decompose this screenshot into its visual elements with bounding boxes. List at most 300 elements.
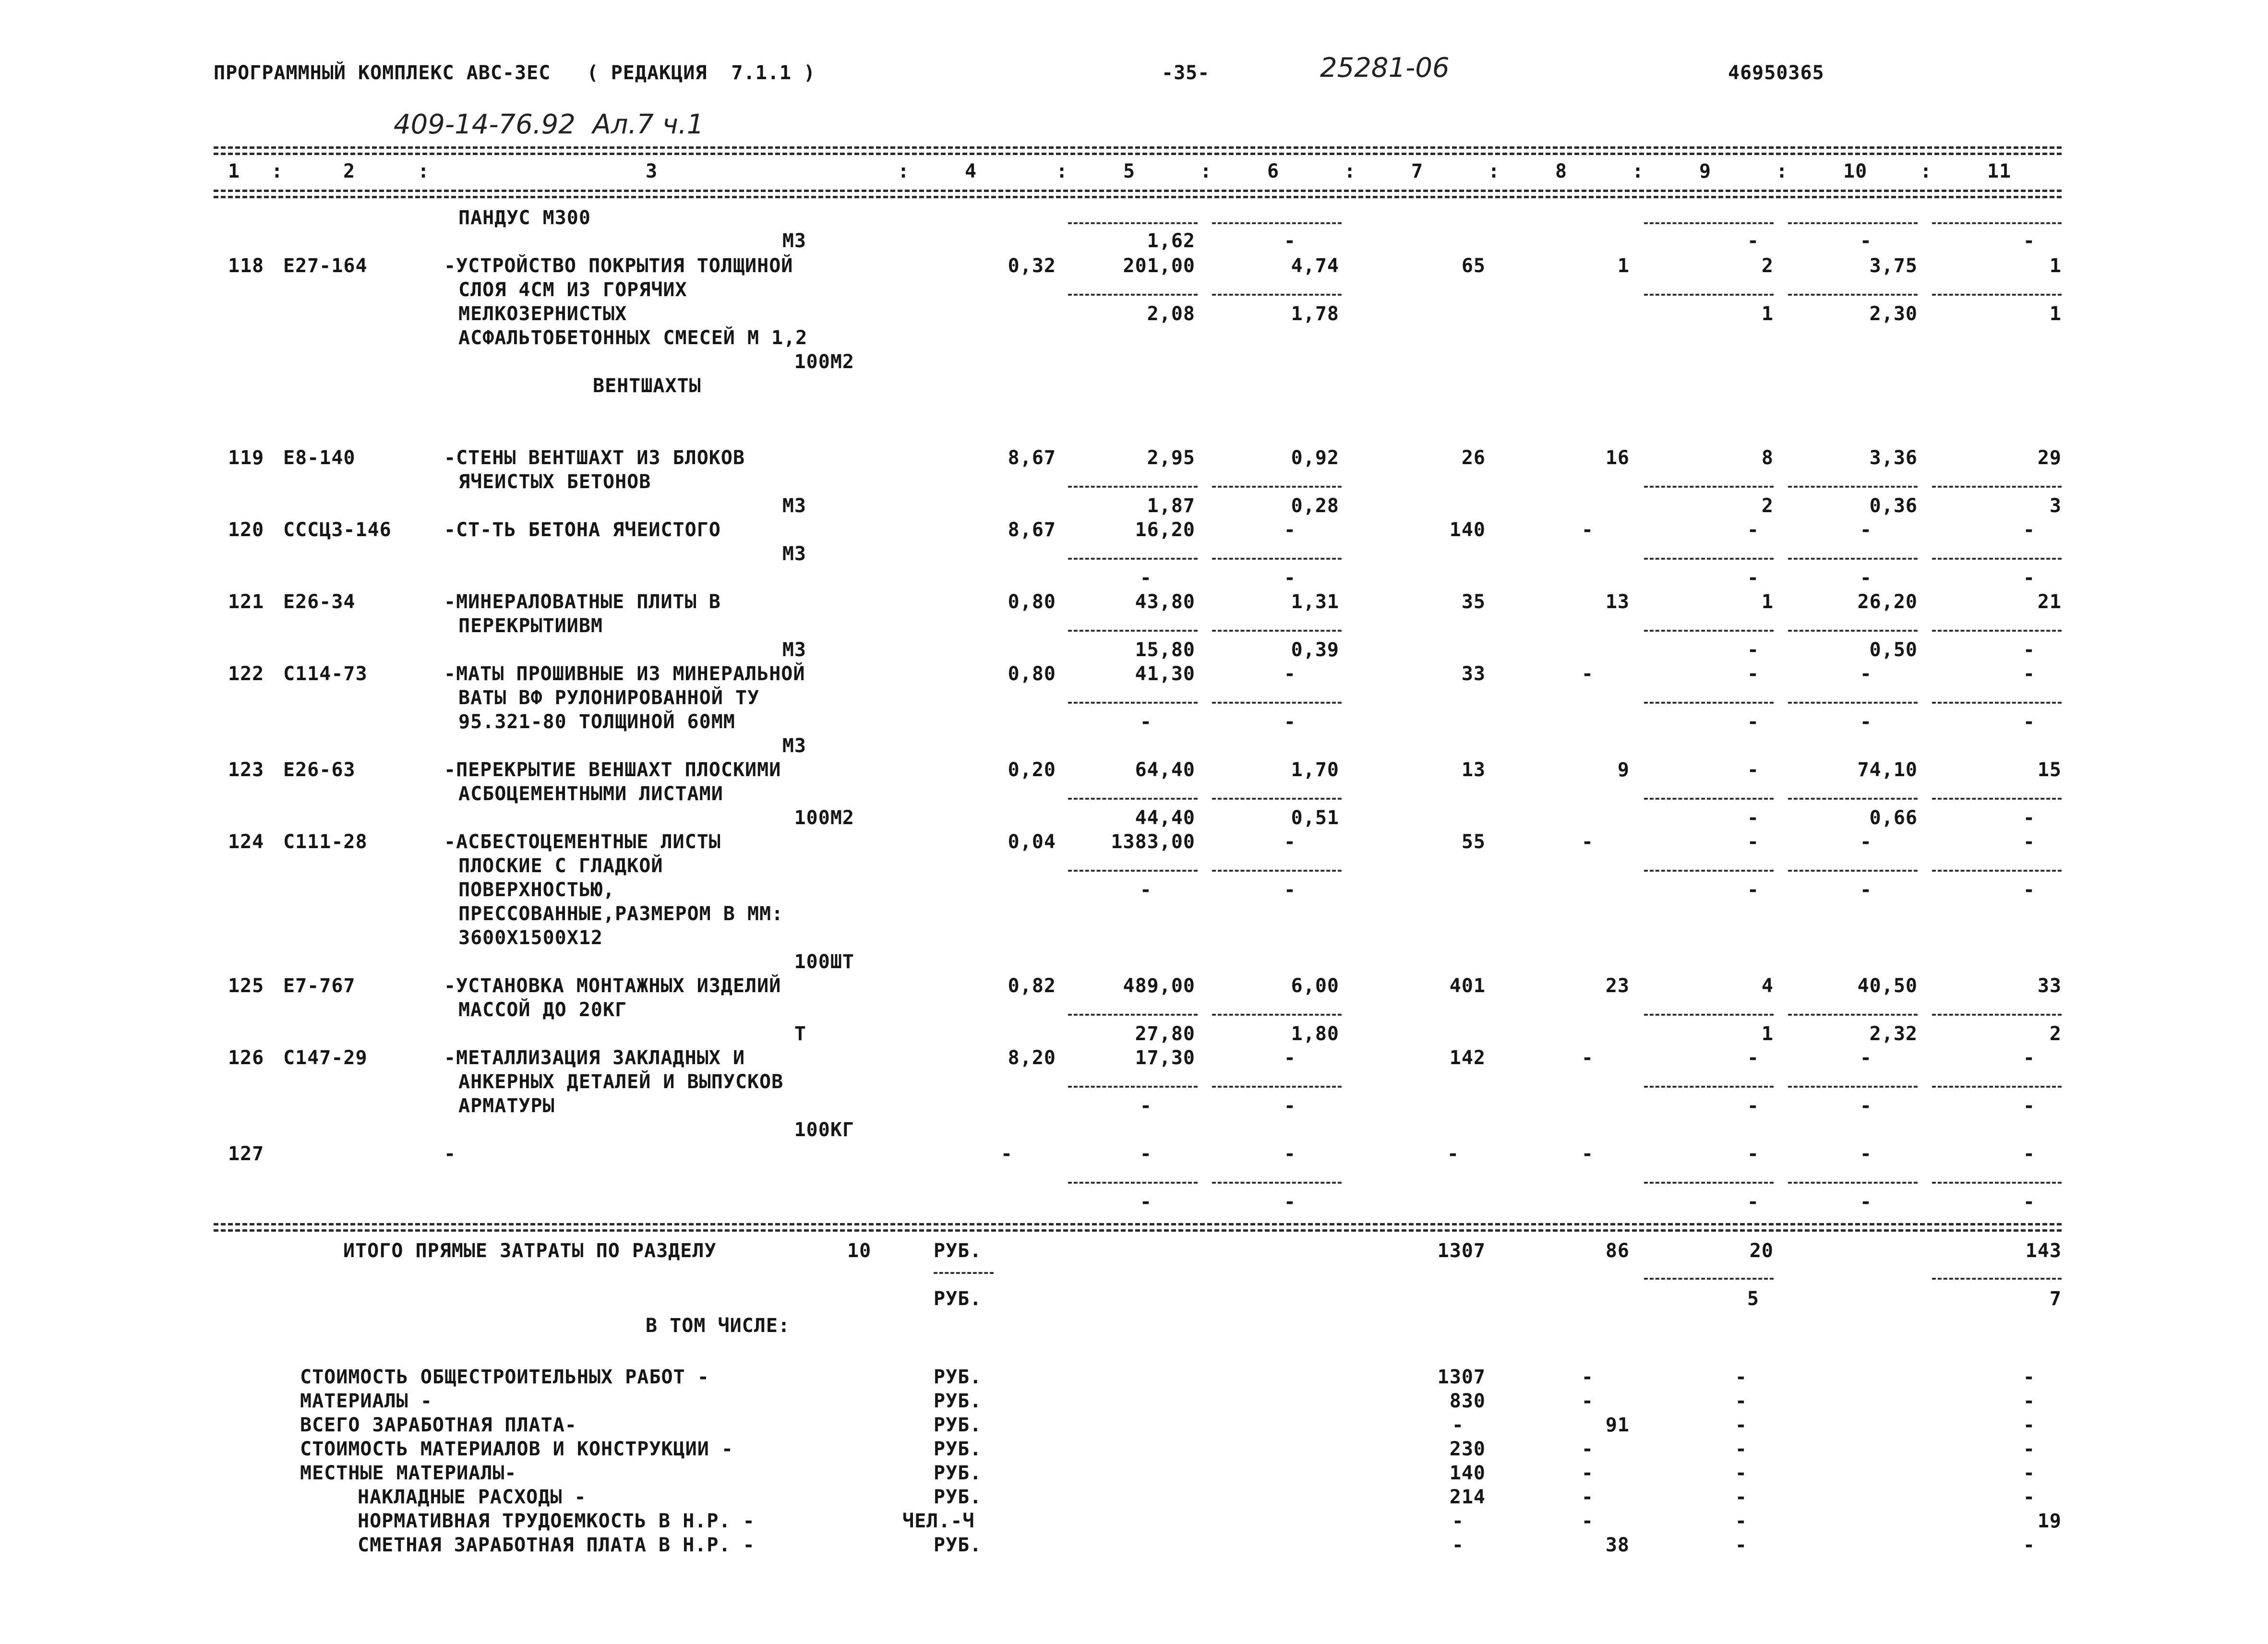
row-code: СССЦ3-146 [283,519,392,541]
cell-c7: - [1447,1143,1459,1165]
cell-c11b: - [2023,807,2035,829]
summary-unit: РУБ. [934,1462,982,1484]
col-header-11: 11 [1987,160,2012,182]
summary-unit: РУБ. [934,1534,982,1556]
summary-c11: - [2023,1390,2035,1412]
row-number: 122 [228,663,264,685]
col-sep: : [1776,160,1788,182]
cell-c8: - [1581,831,1594,853]
col-header-8: 8 [1555,160,1568,182]
row-unit: М3 [782,735,806,757]
row-divider [1068,1182,1198,1184]
summary-unit: РУБ. [934,1366,982,1388]
summary-c7: - [1452,1510,1464,1532]
unit-underline [934,1272,994,1274]
cell-c5b: - [1140,1095,1152,1117]
row-divider [1788,1182,1918,1184]
cell-c7: 401 [1449,975,1486,997]
row-divider [1644,630,1774,632]
row-code: С114-73 [283,663,368,685]
row-number: 123 [228,759,264,781]
cell-c6: - [1284,1047,1296,1069]
row-divider [1068,294,1198,296]
cell-c9: 8 [1761,447,1774,469]
cell-c4: 0,04 [1008,831,1056,853]
cell-c5: - [1140,1143,1152,1165]
row-divider [1788,798,1918,800]
row-unit: 100КГ [794,1119,854,1141]
cell-c8: - [1581,663,1594,685]
row-number: 118 [228,255,264,277]
row-description: ПОВЕРХНОСТЬЮ, [458,879,615,901]
cell-c7: 26 [1461,447,1486,469]
cell-c11: 15 [2037,759,2062,781]
summary-c11: - [2023,1438,2035,1460]
cell-c5: 41,30 [1135,663,1195,685]
row-code: С147-29 [283,1047,368,1069]
row-divider [1068,630,1198,632]
cell-c6: 4,74 [1291,255,1339,277]
summary-c11: - [2023,1534,2035,1556]
row-description: -УСТАНОВКА МОНТАЖНЫХ ИЗДЕЛИЙ [444,975,781,997]
header-bottom-rule [214,190,2062,192]
summary-c11: - [2023,1366,2035,1388]
cell-c11: 1 [2049,255,2062,277]
cell-c10b: 0,66 [1869,807,1918,829]
cell-c5: 1383,00 [1111,831,1195,853]
row-divider [1212,630,1342,632]
row-description: 95.321-80 ТОЛЩИНОЙ 60ММ [458,711,735,733]
cell-c10b: - [1860,711,1872,733]
totals-section-number: 10 [847,1240,872,1262]
row-divider [1212,1014,1342,1016]
row-number: 120 [228,519,264,541]
row-description: МАССОЙ ДО 20КГ [458,999,627,1021]
summary-label: НАКЛАДНЫЕ РАСХОДЫ - [358,1486,587,1508]
cell-c11: - [2023,519,2035,541]
row-code: Е26-34 [283,591,356,613]
col-sep: : [1200,160,1212,182]
cell-c10: - [1860,663,1872,685]
totals-unit-2: РУБ. [934,1288,982,1310]
cell-c11: 29 [2037,447,2062,469]
summary-unit: РУБ. [934,1414,982,1436]
header-bottom-rule-2 [214,196,2062,198]
cell-c9: - [1747,831,1759,853]
summary-unit: РУБ. [934,1486,982,1508]
cell-c11b: - [2023,1095,2035,1117]
cell-c11: 33 [2037,975,2062,997]
row-code: С111-28 [283,831,368,853]
col-sep: : [898,160,910,182]
summary-c8: 38 [1605,1534,1630,1556]
cell-c7: 142 [1449,1047,1486,1069]
top-rule-2 [214,153,2062,155]
totals-rule-2 [214,1229,2062,1232]
cell-c10b: 2,30 [1869,303,1918,325]
row-divider [1788,486,1918,488]
row-divider [1644,1014,1774,1016]
row-description: ЯЧЕИСТЫХ БЕТОНОВ [458,471,651,493]
row-divider [1932,702,2062,704]
cell-c4: 8,67 [1008,519,1056,541]
row-divider [1212,558,1342,560]
row-divider [1932,222,2062,224]
row-divider [1932,630,2062,632]
row-code: Е7-767 [283,975,356,997]
row-number: 119 [228,447,264,469]
totals-unit: РУБ. [934,1240,982,1262]
cell-c9b: - [1747,1191,1759,1213]
col-sep: : [271,160,284,182]
row-divider [1788,1014,1918,1016]
totals-rule [214,1223,2062,1225]
cell-c10b: - [1860,879,1872,901]
col-header-5: 5 [1123,160,1136,182]
cell-c5: 43,80 [1135,591,1195,613]
cell-c5b: 44,40 [1135,807,1195,829]
cell-c9: 4 [1761,975,1774,997]
summary-c11: - [2023,1414,2035,1436]
cell-c9b: - [1747,711,1759,733]
row-divider [1212,1086,1342,1088]
summary-c9: - [1735,1510,1747,1532]
cell-c10b: 0,36 [1869,495,1918,517]
cell-c6: - [1284,1143,1296,1165]
row-unit: 100ШТ [794,951,854,973]
row-divider [1068,222,1198,224]
cell-c6b: 0,51 [1291,807,1339,829]
cell-c10: - [1860,1143,1872,1165]
row-unit: М3 [782,639,806,661]
summary-c8: - [1581,1438,1594,1460]
summary-c7: 214 [1449,1486,1486,1508]
cell-c10b: 0,50 [1869,639,1918,661]
cell-c4: 8,20 [1008,1047,1056,1069]
cell-c10b: - [1860,567,1872,589]
cell-c9b: - [1747,879,1759,901]
cell-c11b: - [2023,567,2035,589]
summary-c9: - [1735,1366,1747,1388]
col-header-2: 2 [343,160,356,182]
row-description: 3600Х1500Х12 [458,927,603,949]
cell-c4: 0,80 [1008,591,1056,613]
summary-c7: - [1452,1414,1464,1436]
cell-c6b: 0,28 [1291,495,1339,517]
row-unit: М3 [782,543,806,565]
row-divider [1644,702,1774,704]
cell-c10: 40,50 [1857,975,1918,997]
cell-c6: 0,92 [1291,447,1339,469]
row-unit: 100М2 [794,807,854,829]
row-description: ПРЕССОВАННЫЕ,РАЗМЕРОМ В ММ: [458,903,784,925]
row-unit: М3 [782,230,806,252]
row-description: -МИНЕРАЛОВАТНЫЕ ПЛИТЫ В [444,591,721,613]
col-header-3: 3 [646,160,658,182]
cell-c5: 201,00 [1123,255,1195,277]
cell-c10b: - [1860,230,1872,252]
summary-c9: - [1735,1534,1747,1556]
cell-c11b: 3 [2049,495,2062,517]
cell-c10: - [1860,519,1872,541]
cell-c5: 64,40 [1135,759,1195,781]
row-divider [1932,486,2062,488]
program-title: ПРОГРАММНЫЙ КОМПЛЕКС АВС-3ЕС ( РЕДАКЦИЯ 7.1.1 ) [214,62,816,84]
cell-c6b: - [1284,1191,1296,1213]
row-description: - [444,1143,456,1165]
cell-c11: - [2023,1047,2035,1069]
summary-label: НОРМАТИВНАЯ ТРУДОЕМКОСТЬ В Н.Р. - [358,1510,755,1532]
row-divider [1644,870,1774,872]
cell-c9b: - [1747,639,1759,661]
cell-c10: 3,36 [1869,447,1918,469]
cell-c5: 489,00 [1123,975,1195,997]
cell-c6: - [1284,519,1296,541]
summary-unit: ЧЕЛ.-Ч [902,1510,975,1532]
cell-c10: - [1860,1047,1872,1069]
summary-c11: - [2023,1462,2035,1484]
row-divider [1212,294,1342,296]
col-header-1: 1 [228,160,240,182]
cell-c10: 74,10 [1857,759,1918,781]
col-sep: : [1344,160,1356,182]
row-description: -УСТРОЙСТВО ПОКРЫТИЯ ТОЛЩИНОЙ [444,255,793,277]
cell-c8: 1 [1617,255,1630,277]
cell-c9b: - [1747,807,1759,829]
row-divider [1068,1086,1198,1088]
summary-c7: 830 [1449,1390,1486,1412]
totals-c7: 1307 [1437,1240,1486,1262]
cell-c7: 33 [1461,663,1486,685]
row-divider [1068,558,1198,560]
row-divider [1644,558,1774,560]
cell-c9: - [1747,1047,1759,1069]
summary-c8: - [1581,1510,1594,1532]
row-divider [1788,702,1918,704]
row-divider [1212,1182,1342,1184]
row-description: АСБОЦЕМЕНТНЫМИ ЛИСТАМИ [458,783,723,805]
row-description: -СТ-ТЬ БЕТОНА ЯЧЕИСТОГО [444,519,721,541]
totals-label: ИТОГО ПРЯМЫЕ ЗАТРАТЫ ПО РАЗДЕЛУ [343,1240,717,1262]
cell-c4: - [1000,1143,1013,1165]
totals-c9b: 5 [1747,1288,1759,1310]
cell-c8: - [1581,519,1594,541]
row-description: -МЕТАЛЛИЗАЦИЯ ЗАКЛАДНЫХ И [444,1047,745,1069]
cell-c9: - [1747,663,1759,685]
cell-c6b: - [1284,230,1296,252]
col-header-9: 9 [1699,160,1712,182]
summary-c7: 230 [1449,1438,1486,1460]
cell-c6: - [1284,831,1296,853]
row-divider [1932,1278,2062,1280]
cell-c4: 0,20 [1008,759,1056,781]
row-divider [1212,486,1342,488]
col-header-10: 10 [1843,160,1868,182]
cell-c6b: 1,78 [1291,303,1339,325]
cell-c11b: - [2023,230,2035,252]
row-description: СЛОЯ 4СМ ИЗ ГОРЯЧИХ [458,279,687,301]
summary-label: СТОИМОСТЬ МАТЕРИАЛОВ И КОНСТРУКЦИИ - [300,1438,733,1460]
row-divider [1212,870,1342,872]
cell-c6b: - [1284,567,1296,589]
cell-c7: 140 [1449,519,1486,541]
cell-c8: - [1581,1143,1594,1165]
cell-c8: 9 [1617,759,1630,781]
row-divider [1932,1014,2062,1016]
row-description: ПЕРЕКРЫТИИВМ [458,615,603,637]
section-heading: ВЕНТШАХТЫ [593,375,701,397]
row-number: 126 [228,1047,264,1069]
row-divider [1068,870,1198,872]
row-number: 121 [228,591,264,613]
row-divider [1932,870,2062,872]
row-divider [1932,294,2062,296]
row-divider [1644,798,1774,800]
cell-c10b: - [1860,1095,1872,1117]
cell-c9b: 1 [1761,303,1774,325]
summary-unit: РУБ. [934,1438,982,1460]
cell-c11b: 1 [2049,303,2062,325]
cell-c11: - [2023,1143,2035,1165]
col-header-6: 6 [1267,160,1280,182]
cell-c5: 17,30 [1135,1047,1195,1069]
row-divider [1644,1278,1774,1280]
cell-c6b: 1,80 [1291,1023,1339,1045]
cell-c9: 1 [1761,591,1774,613]
cell-c5: 16,20 [1135,519,1195,541]
cell-c11: 21 [2037,591,2062,613]
cell-c5b: 2,08 [1147,303,1195,325]
row-divider [1068,702,1198,704]
col-sep: : [1632,160,1644,182]
cell-c11b: 2 [2049,1023,2062,1045]
cell-c10: - [1860,831,1872,853]
cell-c6: - [1284,663,1296,685]
including-label: В ТОМ ЧИСЛЕ: [646,1315,790,1337]
cell-c6b: - [1284,711,1296,733]
cell-c4: 0,82 [1008,975,1056,997]
summary-label: МЕСТНЫЕ МАТЕРИАЛЫ- [300,1462,517,1484]
cell-c5b: 27,80 [1135,1023,1195,1045]
row-divider [1068,798,1198,800]
cell-c5b: 1,62 [1147,230,1195,252]
cell-c8: 13 [1605,591,1630,613]
col-header-4: 4 [965,160,977,182]
cell-c11b: - [2023,879,2035,901]
cell-c9b: 2 [1761,495,1774,517]
cell-c4: 0,32 [1008,255,1056,277]
cell-c5b: 1,87 [1147,495,1195,517]
row-unit: 100М2 [794,351,854,373]
row-description: -СТЕНЫ ВЕНТШАХТ ИЗ БЛОКОВ [444,447,745,469]
row-description: ВАТЫ ВФ РУЛОНИРОВАННОЙ ТУ [458,687,760,709]
row-description: АСФАЛЬТОБЕТОННЫХ СМЕСЕЙ М 1,2 [458,327,808,349]
row-number: 124 [228,831,264,853]
summary-unit: РУБ. [934,1390,982,1412]
summary-c9: - [1735,1390,1747,1412]
summary-c7: 1307 [1437,1366,1486,1388]
cell-c4: 8,67 [1008,447,1056,469]
cell-c11: - [2023,831,2035,853]
row-divider [1932,798,2062,800]
cell-c6b: - [1284,1095,1296,1117]
row-code: Е26-63 [283,759,356,781]
row-divider [1212,798,1342,800]
summary-label: СМЕТНАЯ ЗАРАБОТНАЯ ПЛАТА В Н.Р. - [358,1534,755,1556]
row-unit: М3 [782,495,806,517]
col-sep: : [1920,160,1932,182]
cell-c7: 13 [1461,759,1486,781]
row-divider [1932,558,2062,560]
cell-c11: - [2023,663,2035,685]
summary-c7: 140 [1449,1462,1486,1484]
cell-c5b: - [1140,567,1152,589]
cell-c6: 1,70 [1291,759,1339,781]
cell-c5b: 15,80 [1135,639,1195,661]
cell-c9: - [1747,519,1759,541]
handwritten-reference: 409-14-76.92 Ал.7 ч.1 [394,109,704,140]
cell-c11b: - [2023,1191,2035,1213]
cell-c8: - [1581,1047,1594,1069]
top-rule [214,146,2062,149]
summary-c9: - [1735,1438,1747,1460]
document-code: 46950365 [1728,62,1824,84]
summary-label: ВСЕГО ЗАРАБОТНАЯ ПЛАТА- [300,1414,577,1436]
cell-c9b: - [1747,567,1759,589]
cell-c11b: - [2023,639,2035,661]
cell-c5b: - [1140,1191,1152,1213]
summary-c9: - [1735,1462,1747,1484]
summary-c11: - [2023,1486,2035,1508]
row-description: МЕЛКОЗЕРНИСТЫХ [458,303,627,325]
summary-c8: - [1581,1390,1594,1412]
cell-c6: 1,31 [1291,591,1339,613]
row-number: 127 [228,1143,264,1165]
row-divider [1644,294,1774,296]
row-description: ПЛОСКИЕ С ГЛАДКОЙ [458,855,663,877]
col-sep: : [1056,160,1068,182]
cell-c4: 0,80 [1008,663,1056,685]
row-divider [1788,558,1918,560]
summary-c8: - [1581,1486,1594,1508]
cell-c6b: 0,39 [1291,639,1339,661]
summary-c8: - [1581,1462,1594,1484]
row-description: АРМАТУРЫ [458,1095,555,1117]
summary-c7: - [1452,1534,1464,1556]
cell-c8: 23 [1605,975,1630,997]
cell-c9b: - [1747,230,1759,252]
cell-c10: 3,75 [1869,255,1918,277]
summary-c9: - [1735,1414,1747,1436]
row-divider [1068,1014,1198,1016]
cell-c9: - [1747,759,1759,781]
row-divider [1932,1086,2062,1088]
cell-c5: 2,95 [1147,447,1195,469]
row-divider [1788,1086,1918,1088]
cell-c6b: - [1284,879,1296,901]
row-code: Е8-140 [283,447,356,469]
row-unit: Т [794,1023,806,1045]
row-description: -ПЕРЕКРЫТИЕ ВЕНШАХТ ПЛОСКИМИ [444,759,781,781]
cell-c10: 26,20 [1857,591,1918,613]
cell-c8: 16 [1605,447,1630,469]
summary-c8: - [1581,1366,1594,1388]
row-description: ПАНДУС М300 [458,207,591,229]
page-number: -35- [1162,62,1210,84]
handwritten-doc-number: 25281-06 [1320,52,1450,84]
row-divider [1788,870,1918,872]
row-divider [1212,702,1342,704]
